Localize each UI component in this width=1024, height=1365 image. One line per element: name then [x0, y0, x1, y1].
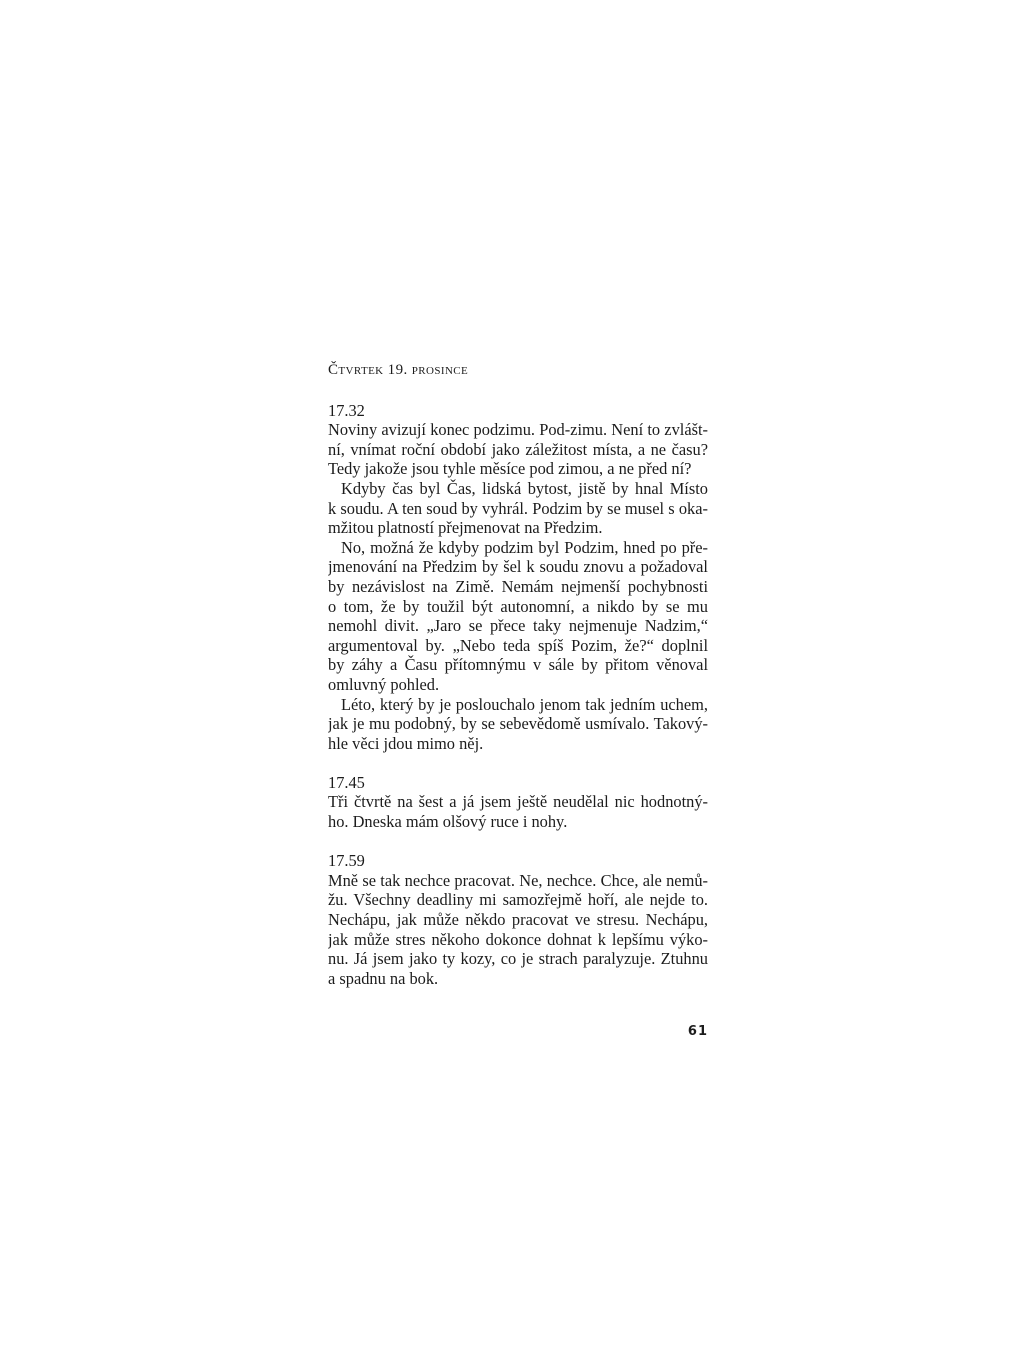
paragraph: [328, 420, 708, 479]
diary-entries: [328, 401, 708, 989]
text-line: nemohl divit. „Jaro se přece taky nejmenuje Nadzim,“: [328, 616, 708, 636]
paragraph: [328, 479, 708, 538]
diary-entry: [328, 773, 708, 832]
text-line: hle věci jdou mimo něj.: [328, 733, 484, 753]
text-line: k soudu. A ten soud by vyhrál. Podzim by se musel s oka-: [328, 498, 708, 518]
text-line: Léto, který by je poslouchalo jenom tak jedním uchem,: [341, 694, 708, 714]
text-line: omluvný pohled.: [328, 674, 440, 694]
text-line: Tedy jakože jsou tyhle měsíce pod zimou, a ne před ní?: [328, 459, 692, 479]
entry-time: 17.32: [328, 400, 365, 420]
page-number: 61: [687, 1024, 708, 1039]
text-line: by záhy a Času přítomnýmu v sále by přitom věnoval: [328, 655, 708, 675]
paragraph: [328, 695, 708, 754]
text-line: Nechápu, jak může někdo pracovat ve stresu. Nechápu,: [328, 910, 708, 930]
text-line: o tom, že by toužil být autonomní, a nikdo by se mu: [328, 596, 708, 616]
text-line: jmenování na Předzim by šel k soudu znovu a požadoval: [328, 557, 708, 577]
text-line: argumentoval by. „Nebo teda spíš Pozim, že?“ doplnil: [328, 635, 708, 655]
diary-entry: [328, 851, 708, 988]
text-line: ní, vnímat roční období jako záležitost místa, a ne času?: [328, 439, 708, 459]
text-line: Noviny avizují konec podzimu. Pod-zimu. Není to zvlášt-: [328, 420, 708, 440]
page-text-block: [328, 361, 708, 1008]
paragraph: [328, 871, 708, 989]
entry-time: 17.59: [328, 851, 365, 871]
text-line: mžitou platností přejmenovat na Předzim.: [328, 518, 603, 538]
paragraph: [328, 538, 708, 695]
diary-entry: [328, 401, 708, 754]
text-line: Mně se tak nechce pracovat. Ne, nechce. Chce, ale nemů-: [328, 870, 708, 890]
chapter-heading: Čtvrtek 19. prosince: [328, 362, 469, 378]
text-line: a spadnu na bok.: [328, 968, 439, 988]
text-line: žu. Všechny deadliny mi samozřejmě hoří, ale nejde to.: [328, 890, 708, 910]
text-line: jak je mu podobný, by se sebevědomě usmívalo. Takový-: [328, 714, 708, 734]
text-line: nu. Já jsem jako ty kozy, co je strach paralyzuje. Ztuhnu: [328, 949, 708, 969]
text-line: Kdyby čas byl Čas, lidská bytost, jistě by hnal Místo: [341, 478, 708, 498]
paragraph: [328, 792, 708, 831]
text-line: by nezávislost na Zimě. Nemám nejmenší pochybnosti: [328, 576, 708, 596]
entry-time: 17.45: [328, 772, 365, 792]
text-line: jak může stres někoho dokonce dohnat k lepšímu výko-: [328, 929, 708, 949]
text-line: ho. Dneska mám olšový ruce i nohy.: [328, 812, 568, 832]
text-line: Tři čtvrtě na šest a já jsem ještě neudělal nic hodnotný-: [328, 792, 708, 812]
text-line: No, možná že kdyby podzim byl Podzim, hned po pře-: [341, 537, 708, 557]
